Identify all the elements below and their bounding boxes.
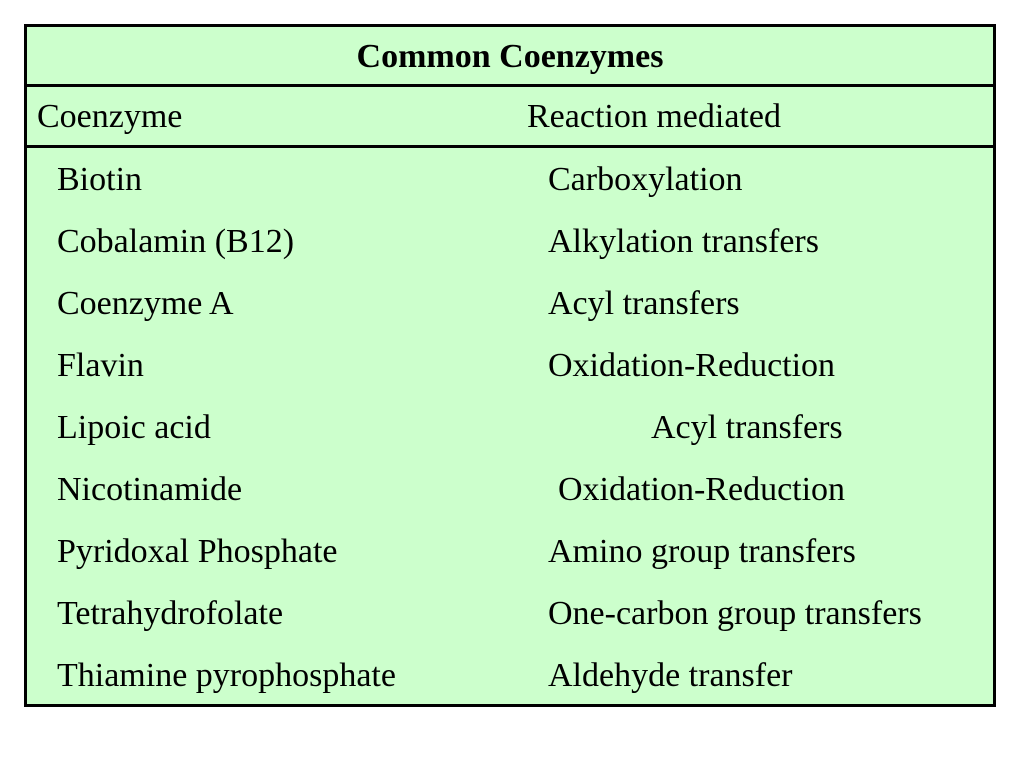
coenzyme-cell: Lipoic acid bbox=[57, 409, 211, 446]
coenzyme-cell: Coenzyme A bbox=[57, 285, 234, 322]
column-header-coenzyme: Coenzyme bbox=[37, 98, 183, 135]
column-header-reaction: Reaction mediated bbox=[527, 98, 781, 135]
table-row bbox=[27, 582, 993, 644]
reaction-cell: Oxidation-Reduction bbox=[558, 471, 846, 508]
coenzyme-cell: Cobalamin (B12) bbox=[57, 223, 295, 260]
table-row bbox=[27, 148, 993, 210]
coenzyme-cell: Nicotinamide bbox=[57, 471, 243, 508]
reaction-cell: Acyl transfers bbox=[651, 409, 843, 446]
table-row bbox=[27, 334, 993, 396]
reaction-cell: Oxidation-Reduction bbox=[548, 347, 836, 384]
table-row bbox=[27, 644, 993, 706]
coenzyme-cell: Flavin bbox=[57, 347, 144, 384]
table-header-row bbox=[27, 87, 993, 148]
coenzyme-cell: Biotin bbox=[57, 161, 143, 198]
reaction-cell: Acyl transfers bbox=[548, 285, 740, 322]
coenzyme-cell: Pyridoxal Phosphate bbox=[57, 533, 338, 570]
table-title: Common Coenzymes bbox=[356, 38, 664, 75]
reaction-cell: Amino group transfers bbox=[548, 533, 856, 570]
table-row bbox=[27, 458, 993, 520]
reaction-cell: Aldehyde transfer bbox=[548, 657, 793, 694]
coenzyme-cell: Thiamine pyrophosphate bbox=[57, 657, 396, 694]
table-body bbox=[27, 148, 993, 706]
coenzyme-cell: Tetrahydrofolate bbox=[57, 595, 284, 632]
reaction-cell: One-carbon group transfers bbox=[548, 595, 922, 632]
reaction-cell: Alkylation transfers bbox=[548, 223, 819, 260]
reaction-cell: Carboxylation bbox=[548, 161, 743, 198]
table-row bbox=[27, 272, 993, 334]
table-row bbox=[27, 210, 993, 272]
table-title-row bbox=[27, 27, 993, 87]
table-row bbox=[27, 520, 993, 582]
table-row bbox=[27, 396, 993, 458]
coenzymes-table bbox=[24, 24, 996, 707]
